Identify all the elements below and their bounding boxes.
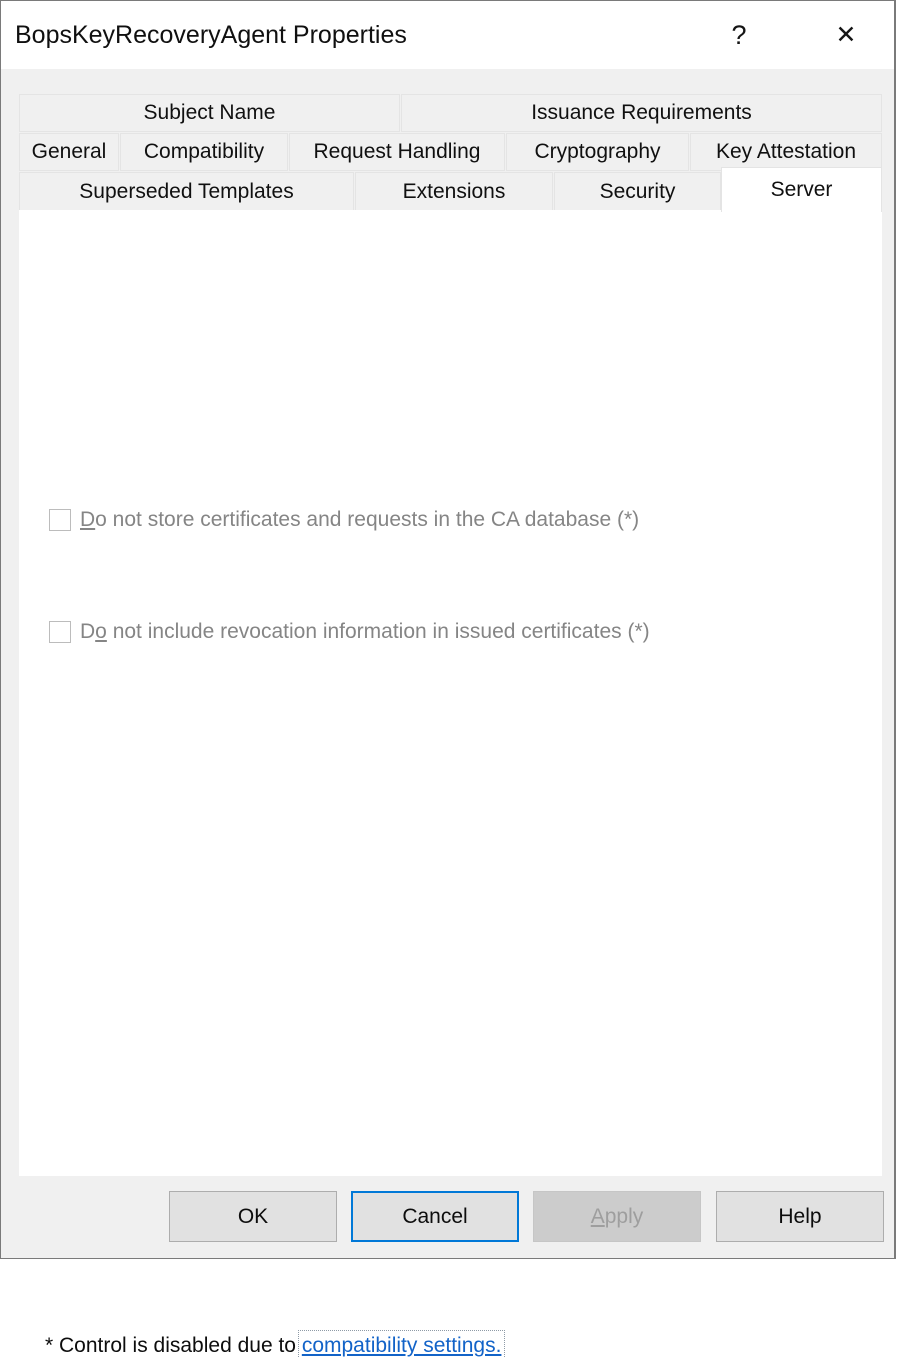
titlebar-close-button[interactable] — [816, 1, 876, 69]
apply-button[interactable]: A pply — [533, 1191, 701, 1242]
no-revocation-info-label: Do not include revocation information in issued certificates (*) — [80, 620, 650, 643]
help-icon: ? — [731, 19, 747, 50]
titlebar-help-button[interactable] — [709, 1, 769, 69]
no-store-ca-database-label: Do not store certificates and requests in the CA database (*) — [80, 508, 640, 531]
title-bar — [1, 1, 894, 69]
tab-general[interactable]: General — [19, 133, 119, 171]
tab-issuance-requirements[interactable]: Issuance Requirements — [401, 94, 882, 132]
tab-extensions[interactable]: Extensions — [355, 172, 553, 211]
tab-subject-name[interactable]: Subject Name — [19, 94, 400, 132]
checkbox-row-no-revocation-info — [49, 619, 650, 645]
tab-server[interactable]: Server — [721, 167, 882, 212]
checkbox-row-no-store-ca-database — [49, 507, 639, 533]
tab-compatibility[interactable]: Compatibility — [120, 133, 288, 171]
no-revocation-info-checkbox[interactable] — [49, 621, 71, 643]
dialog-title: BopsKeyRecoveryAgent Properties — [15, 21, 407, 49]
compatibility-settings-link[interactable]: compatibility settings. — [301, 1334, 502, 1357]
cancel-button[interactable]: Cancel — [351, 1191, 519, 1242]
tab-security[interactable]: Security — [554, 172, 721, 211]
footnote-text: * Control is disabled due to — [45, 1334, 302, 1357]
close-icon: ✕ — [835, 21, 857, 49]
no-store-ca-database-checkbox[interactable] — [49, 509, 71, 531]
help-button[interactable]: Help — [716, 1191, 884, 1242]
tab-cryptography[interactable]: Cryptography — [506, 133, 689, 171]
compatibility-footnote — [45, 1334, 501, 1358]
tab-superseded-templates[interactable]: Superseded Templates — [19, 172, 354, 211]
ok-button[interactable]: OK — [169, 1191, 337, 1242]
tab-key-attestation[interactable]: Key Attestation — [690, 133, 882, 171]
tab-request-handling[interactable]: Request Handling — [289, 133, 505, 171]
